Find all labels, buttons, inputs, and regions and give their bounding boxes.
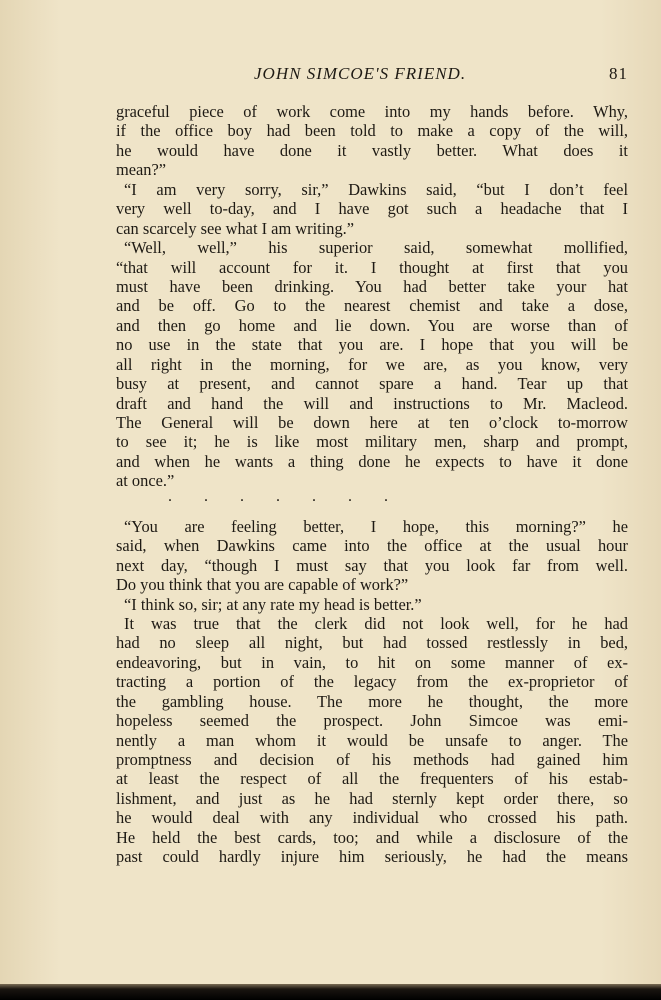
text-line: and when he wants a thing done he expects to have it done	[116, 451, 628, 471]
text-line: had no sleep all night, but had tossed restlessly in bed,	[116, 633, 628, 653]
text-line: The General will be down here at ten o’clock to-morrow	[116, 413, 628, 432]
text-line: graceful piece of work come into my hands before. Why,	[116, 102, 628, 121]
text-line: busy at present, and cannot spare a hand. Tear up that	[116, 374, 628, 394]
text-line: tracting a portion of the legacy from the ex-proprietor of	[116, 672, 628, 692]
page-number: 81	[609, 64, 628, 83]
text-line: he would have done it vastly better. What does it	[116, 140, 628, 160]
running-header	[116, 64, 628, 88]
text-line: “Well, well,” his superior said, somewhat mollified,	[124, 238, 628, 258]
text-line: “I am very sorry, sir,” Dawkins said, “but I don’t feel	[124, 179, 628, 199]
text-line: said, when Dawkins came into the office at the usual hour	[116, 536, 628, 556]
text-line: “I think so, sir; at any rate my head is better.”	[124, 594, 422, 614]
text-line: he would deal with any individual who crossed his path.	[116, 808, 628, 828]
text-line: hopeless seemed the prospect. John Simcoe was emi-	[116, 711, 628, 731]
text-line: at once.”	[116, 471, 175, 491]
text-line: and then go home and lie down. You are worse than of	[116, 315, 628, 335]
text-line: and be off. Go to the nearest chemist and take a dose,	[116, 296, 628, 316]
text-line: to see it; he is like most military men, sharp and prompt,	[116, 432, 628, 452]
text-line: past could hardly injure him seriously, he had the means	[116, 847, 628, 867]
text-line: next day, “though I must say that you look far from well.	[116, 555, 628, 575]
text-line: all right in the morning, for we are, as you know, very	[116, 354, 628, 374]
text-line: It was true that the clerk did not look well, for he had	[124, 613, 628, 633]
text-line: promptness and decision of his methods had gained him	[116, 750, 628, 769]
section-break	[168, 487, 588, 517]
running-title: JOHN SIMCOE'S FRIEND.	[254, 64, 467, 83]
text-line: draft and hand the will and instructions to Mr. Macleod.	[116, 393, 628, 413]
text-line: “You are feeling better, I hope, this morning?” he	[124, 516, 628, 536]
text-line: can scarcely see what I am writing.”	[116, 218, 355, 238]
text-line: no use in the state that you are. I hope that you will be	[116, 335, 628, 355]
text-line: very well to-day, and I have got such a headache that I	[116, 199, 628, 219]
text-line: nently a man whom it would be unsafe to anger. The	[116, 730, 628, 750]
section-break-dots: . . . . . . .	[168, 487, 402, 505]
text-line: He held the best cards, too; and while a disclosure of the	[116, 827, 628, 847]
text-line: at least the respect of all the frequenters of his estab-	[116, 769, 628, 789]
body-text	[116, 102, 628, 867]
text-line: lishment, and just as he had sternly kept order there, so	[116, 788, 628, 808]
text-line: “that will account for it. I thought at first that you	[116, 257, 628, 277]
text-line: Do you think that you are capable of work?”	[116, 575, 409, 595]
text-line: endeavoring, but in vain, to hit on some manner of ex-	[116, 652, 628, 672]
text-line: mean?”	[116, 160, 167, 180]
text-line: must have been drinking. You had better take your hat	[116, 276, 628, 296]
text-line: the gambling house. The more he thought, the more	[116, 691, 628, 711]
page-bottom-edge	[0, 984, 661, 1000]
text-line: if the office boy had been told to make a copy of the will,	[116, 121, 628, 141]
